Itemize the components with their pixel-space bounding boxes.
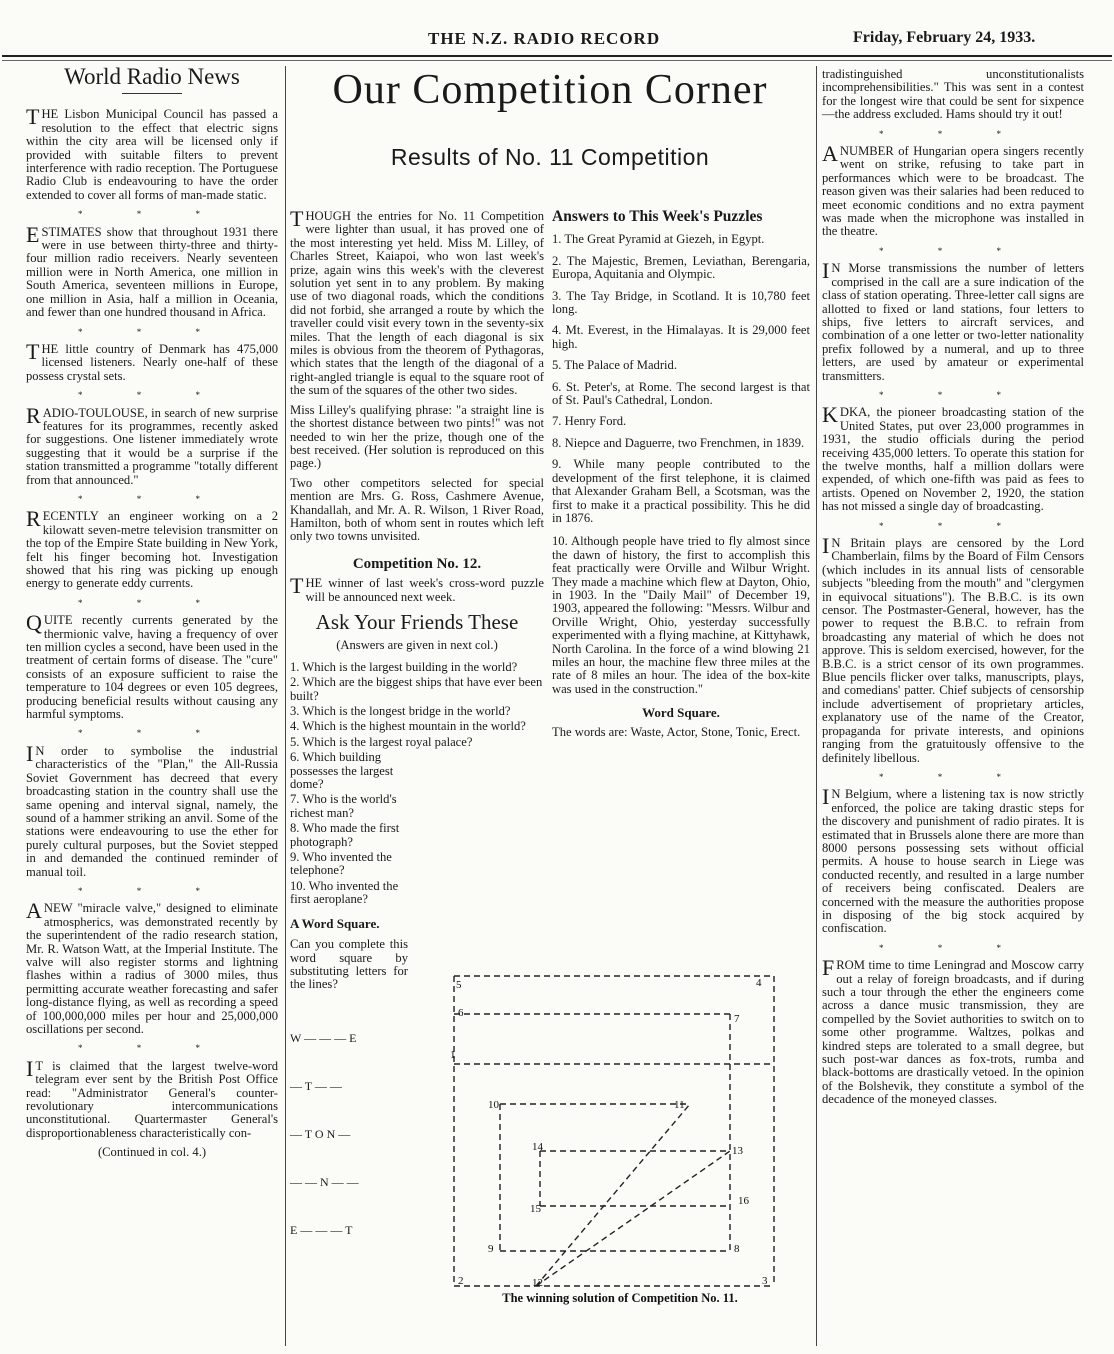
node-label: 15 — [530, 1203, 541, 1215]
word-square-row: W — — — E — [290, 1030, 357, 1045]
section-stars: * * * — [78, 493, 226, 504]
question-item: 7. Who is the world's richest man? — [290, 792, 397, 820]
node-label: 4 — [756, 977, 762, 989]
narrow-question-block — [290, 751, 408, 1270]
col4-item: IN Belgium, where a listening tax is now strictly enforced, the police are taking drastic steps for the discovery and punishment of radio pirates. It is estimated that in Brussels alone there are more than 8000 persons possessing sets without official permits. A house to house search in Liege was conducted recently, and resulted in a large number of receivers being confiscated. Dealers are concerned with the measure the authorities propose in disposing of the big stock acquired by confiscation. — [822, 784, 1084, 936]
question-item: 8. Who made the first photograph? — [290, 821, 400, 849]
answer-item: 10. Although people have tried to fly almost since the dawn of history, the first to accomplish this feat practically were Orville and Wilbur Wright. They made a machine which flew at Dayton, Ohio, in 1903. In the "Daily Mail" of December 19, 1903, appeared the following: "Messrs. Wilbur and Orville Wright, Ohio, yesterday successfully experimented with a flying machine, at Kittyhawk, North Carolina. In the force of a wind blowing 21 miles an hour, the machine flew three miles at the rate of 8 miles an hour. The idea of the box-kite was used in the construction." — [552, 534, 810, 696]
section-stars: * * * — [78, 885, 226, 896]
col4-item: IN Britain plays are censored by the Lord Chamberlain, films by the Board of Film Censors (which includes in its annual lists of censorable subjects "bleeding from the mouth" and "clergymen in equivocal situations"). The B.B.C. is its own censor. The Postmaster-General, however, has the power to request the B.B.C. to refrain from broadcasting any material of which he does not approve. This is seldom exercised, however, for the B.B.C. is a strict censor of its own programmes. Blue pencils flicker over talks, manuscripts, plays, and comedians' patter. Chief subjects of censorship include advertisement of proprietary articles, explanatory use of the name of the Creator, propaganda for private interests, and opinions ranging from the gratuitously offensive to the definitely libellous. — [822, 533, 1084, 765]
question-item: 10. Who invented the first aeroplane? — [290, 878, 399, 907]
news-item: ANEW "miracle valve," designed to eliminate atmospherics, was demonstrated recently by the superintendent of the radio research station, Mr. R. Watson Watt, at the Imperial Institute. The valve will also register storms and lightning flashes within a radius of 3000 miles, thus permitting accurate weather forecasting and safer long-distance flying, as well as recording a speed of 100,000,000 miles per hour and 25,000,000 oscillations per second. — [26, 898, 278, 1036]
results-paragraph: Miss Lilley's qualifying phrase: "a straight line is the shortest distance between two pints!" was not needed to win her the prize, though one of the best received. (Her solution is reproduced on this page.) — [290, 402, 544, 471]
ask-note: (Answers are given in next col.) — [336, 638, 498, 653]
word-square-heading: A Word Square. — [290, 915, 380, 931]
competition-title: Our Competition Corner — [332, 67, 768, 113]
section-stars: * * * — [879, 245, 1027, 256]
answer-item: 5. The Palace of Madrid. — [552, 358, 677, 373]
answer-item: 8. Niepce and Daguerre, two Frenchmen, in 1839. — [552, 435, 805, 450]
col4-item: FROM time to time Leningrad and Moscow carry out a relay of foreign broadcasts, and if during such a tour through the ether the engineers come across a dance music transmission, they are compelled by the Soviet authorities to switch on to some other programme. Waltzes, polkas and kindred steps are tolerated to a small degree, but such post-war dances as fox-trots, rumba and black-bottoms are drastically vetoed. In the opinion of the Bolshevik, they constitute a symbol of the decadence of the moneyed classes. — [822, 955, 1084, 1107]
results-paragraph: THOUGH the entries for No. 11 Competition were lighter than usual, it has proved one of the most interesting yet held. Miss M. Lilley, of Charles Street, Kaiapoi, who won last week's prize, again wins this week's with the cleverest solution yet sent in to any problem. By making use of two diagonal roads, which the conditions did not forbid, she arranged a route by which the traveller could visit every town in the seventy-six miles. That the length of each diagonal is six miles is obvious from the theorem of Pythagoras, which states that the length of the diagonal of a right-angled triangle is equal to the square root of the sum of the squares of the other two sides. — [290, 206, 544, 398]
section-stars: * * * — [879, 389, 1027, 400]
ask-heading: Ask Your Friends These — [315, 609, 519, 634]
col4-item: ANUMBER of Hungarian opera singers recently went on strike, refusing to take part in performances which were to be broadcast. The reason given was their salaries had been reduced to meet economic conditions and no extra payment was made when the microphone was installed in the theatre. — [822, 141, 1084, 239]
section-stars: * * * — [879, 128, 1027, 139]
answer-item: 6. St. Peter's, at Rome. The second largest is that of St. Paul's Cathedral, London. — [552, 379, 810, 408]
node-label: 6 — [458, 1007, 464, 1019]
node-label: 9 — [488, 1243, 494, 1255]
column-divider — [816, 66, 817, 1346]
newspaper-title: THE N.Z. RADIO RECORD — [428, 29, 661, 48]
word-square-row: — T O N — — [290, 1126, 351, 1141]
question-item: 6. Which building possesses the largest dome? — [290, 750, 394, 792]
world-radio-news-column — [26, 66, 278, 1160]
node-label: 14 — [532, 1141, 543, 1153]
word-square-text: Can you complete this word square by substituting letters for the lines? — [290, 937, 408, 992]
competition-subtitle: Results of No. 11 Competition — [390, 144, 710, 170]
solution-diagram — [440, 966, 800, 1306]
section-stars: * * * — [78, 209, 226, 220]
news-item: IN order to symbolise the industrial characteristics of the "Plan," the All-Russia Soviet Government has decreed that every broadcasting station in the country shall use the same opening and interval signal, namely, the sound of a hammer striking an anvil. Some of the stations were endeavouring to use the ether for purely cultural purposes, but the Soviet stepped in and demanded the continued reminder of manual toil. — [26, 740, 278, 879]
question-item: 1. Which is the largest building in the world? — [290, 659, 518, 674]
section-stars: * * * — [78, 597, 226, 608]
world-news-heading: World Radio News — [64, 64, 240, 89]
answer-item: 7. Henry Ford. — [552, 414, 627, 429]
node-label: 5 — [456, 979, 462, 991]
section-stars: * * * — [879, 771, 1027, 782]
heading-underline — [122, 93, 182, 94]
question-item: 9. Who invented the telephone? — [290, 850, 392, 878]
continued-note: (Continued in col. 4.) — [97, 1145, 207, 1160]
header-rule — [2, 55, 1112, 57]
answer-item: 4. Mt. Everest, in the Himalayas. It is 29,000 feet high. — [552, 323, 810, 351]
node-label: 16 — [738, 1195, 749, 1207]
question-item: 5. Which is the largest royal palace? — [290, 734, 473, 749]
node-label: 7 — [734, 1013, 740, 1025]
column-divider — [285, 66, 286, 1346]
col4-item: IN Morse transmissions the number of letters comprised in the call are a sure indication of the class of station operating. Three-letter call signs are allotted to fixed or land stations, four letters to ships, five letters to aircraft services, and combination of a one letter or two-letter nationality prefix followed by a numeral, and up to three letters, are used by amateur or experimental transmitters. — [822, 258, 1084, 383]
question-item: 3. Which is the longest bridge in the world? — [290, 704, 511, 718]
competition-12-text: THE winner of last week's cross-word puzzle will be announced next week. — [290, 573, 544, 604]
answers-heading: Answers to This Week's Puzzles — [552, 208, 763, 225]
answer-item: 9. While many people contributed to the development of the first telephone, it is claimed that Alexander Graham Bell, a Scotsman, was the first to make it a practical possibility. This he did in 1876. — [552, 457, 810, 525]
news-item: QUITE recently currents generated by the thermionic valve, having a frequency of over ten million cycles a second, have been used in the treatment of certain forms of disease. The "cure" consists of an exposure sufficient to raise the temperature to 104 degrees or even 105 degrees, producing beneficial results without causing any harmful symptoms. — [26, 610, 278, 722]
question-item: 4. Which is the highest mountain in the world? — [290, 719, 526, 734]
node-label: 3 — [762, 1275, 768, 1287]
answers-column — [552, 210, 810, 745]
node-label: 1 — [450, 1049, 456, 1061]
results-paragraph: Two other competitors selected for special mention are Mrs. G. Ross, Cashmere Avenue, Khandallah, and Mr. A. R. Wilson, 1 River Road, Hamilton, both of whom sent in routes which left only two towns unvisited. — [290, 475, 544, 544]
word-square-row: E — — — T — [290, 1222, 353, 1237]
news-item: THE Lisbon Municipal Council has passed a resolution to the effect that electric signs within the city area will be licensed only if provided with suitable filters to prevent interference with radio reception. The Portuguese Radio Club is endeavouring to have the order extended to cover all forms of man-made static. — [26, 104, 278, 202]
answer-item: 1. The Great Pyramid at Giezeh, in Egypt. — [552, 232, 765, 247]
section-stars: * * * — [78, 390, 226, 401]
header-rule-thin — [2, 60, 1112, 61]
node-label: 11 — [674, 1099, 685, 1111]
news-item: RADIO-TOULOUSE, in search of new surprise features for its programmes, recently asked for suggestions. One listener immediately wrote suggesting that it would be a surprise if the station transmitted a programme "totally different from that announced." — [26, 402, 278, 487]
section-stars: * * * — [78, 326, 226, 337]
col4-item: tradistinguished unconstitutionalists incomprehensibilities." This was sent in a contest for the longest wire that could be sent for sixpence—the address excluded. Hams should try it out! — [822, 67, 1084, 122]
route-line — [536, 1104, 690, 1286]
col4-item: KDKA, the pioneer broadcasting station of the United States, put over 23,000 programmes in 1931, the studio officials during the period receiving 435,000 letters. To operate this station for the twelve months, half a million dollars were expended, of which one-fifth was paid as fees to artists. Opened on November 2, 1920, the station has not missed a single day of broadcasting. — [822, 402, 1084, 514]
diagram-labels — [450, 977, 768, 1289]
word-square-row: — T — — — [290, 1078, 342, 1093]
node-label: 10 — [488, 1099, 499, 1111]
section-stars: * * * — [879, 520, 1027, 531]
news-item: THE little country of Denmark has 475,000 licensed listeners. Nearly one-half of these possess crystal sets. — [26, 338, 278, 383]
answer-item: 3. The Tay Bridge, in Scotland. It is 10,780 feet long. — [552, 288, 810, 317]
news-item: RECENTLY an engineer working on a 2 kilowatt seven-metre television transmitter on the top of the Empire State building in New York, felt his finger becoming hot. Investigation showed that his ring was picking up enough energy to generate eddy currents. — [26, 506, 278, 591]
diagram-caption: The winning solution of Competition No. 11. — [502, 1291, 738, 1305]
word-square-row: — — N — — — [290, 1174, 359, 1189]
column-4 — [822, 68, 1084, 1113]
node-label: 12 — [532, 1277, 543, 1289]
section-stars: * * * — [879, 942, 1027, 953]
node-label: 13 — [732, 1145, 743, 1157]
word-square-grid — [290, 998, 408, 1270]
competition-12-heading: Competition No. 12. — [352, 555, 482, 572]
diagram-grid — [454, 976, 774, 1286]
node-label: 2 — [458, 1275, 464, 1287]
section-stars: * * * — [78, 728, 226, 739]
word-square-answer-heading: Word Square. — [642, 705, 720, 721]
node-label: 8 — [734, 1243, 740, 1255]
answer-item: 2. The Majestic, Bremen, Leviathan, Berengaria, Europa, Aquitania and Olympic. — [552, 253, 810, 282]
news-item: IT is claimed that the largest twelve-word telegram ever sent by the British Post Office read: "Administrator General's counter-revolutionary intercommunications unconstitutional. Quartermaster General's disproportionableness characteristically con- — [26, 1055, 278, 1140]
question-item: 2. Which are the biggest ships that have ever been built? — [290, 675, 543, 703]
news-item: ESTIMATES show that throughout 1931 there were in use between thirty-three and thirty-four million radio receivers. Nearly seventeen million were in North America, one million in South America, seventeen millions in Europe, one million in Asia, half a million in Oceania, and fewer than one hundred thousand in Africa. — [26, 221, 278, 320]
word-square-answer: The words are: Waste, Actor, Stone, Tonic, Erect. — [552, 724, 801, 739]
issue-date: Friday, February 24, 1933. — [853, 29, 1036, 46]
section-stars: * * * — [78, 1043, 226, 1054]
